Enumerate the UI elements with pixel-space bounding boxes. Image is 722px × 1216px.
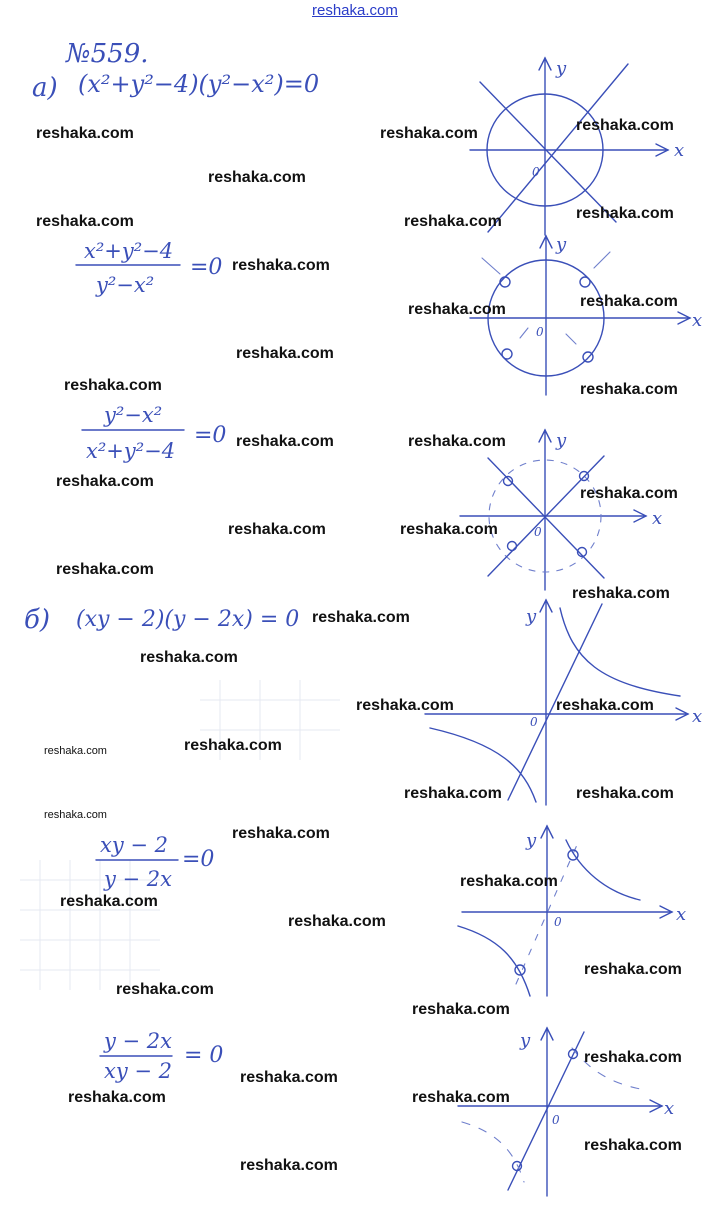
watermark: reshaka.com [68, 1089, 166, 1106]
graph-a3 [460, 430, 662, 590]
graph-b2-hyperbola-branch-1 [566, 840, 640, 900]
graph-a2-dash [482, 258, 500, 274]
graph-a3-y-label: y [556, 430, 567, 451]
graph-a1-origin: 0 [532, 165, 540, 179]
part-b-equation: (xy − 2)(y − 2x) = 0 [76, 607, 300, 632]
watermark: reshaka.com [408, 433, 506, 450]
graph-a2-x-label: x [692, 310, 703, 331]
watermark: reshaka.com [400, 521, 498, 538]
watermark: reshaka.com [404, 785, 502, 802]
watermark: reshaka.com [460, 873, 558, 890]
graph-b3-origin: 0 [552, 1113, 560, 1127]
watermark: reshaka.com [236, 433, 334, 450]
graph-b2-origin: 0 [554, 915, 562, 929]
graph-a3-x-label: x [652, 508, 663, 529]
watermark: reshaka.com [580, 381, 678, 398]
watermark: reshaka.com [556, 697, 654, 714]
a-frac1-rhs: =0 [190, 255, 223, 280]
graph-a2-hollow-point [502, 349, 512, 359]
a-frac2-rhs: =0 [194, 423, 227, 448]
watermark: reshaka.com [60, 893, 158, 910]
b-frac1-numerator: xy − 2 [100, 833, 169, 857]
watermark: reshaka.com [380, 125, 478, 142]
watermark: reshaka.com [584, 1137, 682, 1154]
watermark: reshaka.com [572, 585, 670, 602]
watermark: reshaka.com [232, 825, 330, 842]
watermark: reshaka.com [576, 117, 674, 134]
part-b-label: б) [24, 605, 51, 635]
watermark: reshaka.com [240, 1157, 338, 1174]
watermark: reshaka.com [580, 293, 678, 310]
watermark: reshaka.com [584, 961, 682, 978]
watermark: reshaka.com [140, 649, 238, 666]
problem-number: №559. [66, 39, 149, 69]
graph-b3-dashed-hyperbola [462, 1122, 524, 1182]
watermark: reshaka.com [356, 697, 454, 714]
a-frac1-denominator: y²−x² [96, 273, 155, 297]
watermark: reshaka.com [44, 809, 107, 821]
watermark: reshaka.com [580, 485, 678, 502]
graph-a2-hollow-point [580, 277, 590, 287]
a-frac2-numerator: y²−x² [104, 403, 163, 427]
graph-b2-x-label: x [676, 904, 687, 925]
graph-b1-origin: 0 [530, 715, 538, 729]
watermark: reshaka.com [408, 301, 506, 318]
graph-b1-hyperbola-branch-1 [560, 608, 680, 696]
a-frac2-denominator: x²+y²−4 [86, 439, 176, 463]
graph-a1-y-label: y [556, 58, 567, 79]
watermark: reshaka.com [64, 377, 162, 394]
graph-b3-line-y-2x [508, 1032, 584, 1190]
watermark: reshaka.com [208, 169, 306, 186]
graph-b2-hyperbola-branch-2 [458, 926, 530, 996]
graph-a1-x-label: x [674, 140, 685, 161]
watermark: reshaka.com [584, 1049, 682, 1066]
b-frac1-rhs: =0 [182, 847, 215, 872]
watermark: reshaka.com [184, 737, 282, 754]
graph-b3-x-label: x [664, 1098, 675, 1119]
watermark: reshaka.com [228, 521, 326, 538]
watermark: reshaka.com [232, 257, 330, 274]
watermark: reshaka.com [312, 609, 410, 626]
graph-a2-dash [566, 334, 576, 344]
b-frac2-rhs: = 0 [184, 1043, 224, 1068]
watermark: reshaka.com [412, 1001, 510, 1018]
site-link[interactable]: reshaka.com [312, 2, 398, 19]
watermark: reshaka.com [236, 345, 334, 362]
watermark: reshaka.com [116, 981, 214, 998]
graph-b1-y-label: y [526, 606, 537, 627]
part-a-equation: (x²+y²−4)(y²−x²)=0 [78, 70, 320, 98]
watermark: reshaka.com [44, 745, 107, 757]
watermark: reshaka.com [36, 125, 134, 142]
graph-a3-hollow-point [508, 542, 517, 551]
graph-a2-dash [520, 328, 528, 338]
graph-a2-dash [594, 252, 610, 268]
graph-a2-origin: 0 [536, 325, 544, 339]
watermark: reshaka.com [56, 473, 154, 490]
graph-b2-y-label: y [526, 830, 537, 851]
watermark: reshaka.com [36, 213, 134, 230]
part-a-label: а) [32, 73, 58, 103]
graph-a2-hollow-point [500, 277, 510, 287]
graph-b2-hollow-point [568, 850, 578, 860]
b-frac2-denominator: xy − 2 [104, 1059, 173, 1083]
watermark: reshaka.com [412, 1089, 510, 1106]
a-frac1-numerator: x²+y²−4 [84, 239, 174, 263]
b-frac2-numerator: y − 2x [104, 1029, 173, 1053]
b-frac1-denominator: y − 2x [104, 867, 173, 891]
graph-b3-y-label: y [520, 1030, 531, 1051]
watermark: reshaka.com [288, 913, 386, 930]
graph-b1-x-label: x [692, 706, 703, 727]
watermark: reshaka.com [240, 1069, 338, 1086]
graph-a3-origin: 0 [534, 525, 542, 539]
graph-a3-line-y-minus-x [488, 458, 604, 578]
watermark: reshaka.com [56, 561, 154, 578]
watermark: reshaka.com [576, 205, 674, 222]
graph-a2-y-label: y [556, 234, 567, 255]
watermark: reshaka.com [404, 213, 502, 230]
watermark: reshaka.com [576, 785, 674, 802]
